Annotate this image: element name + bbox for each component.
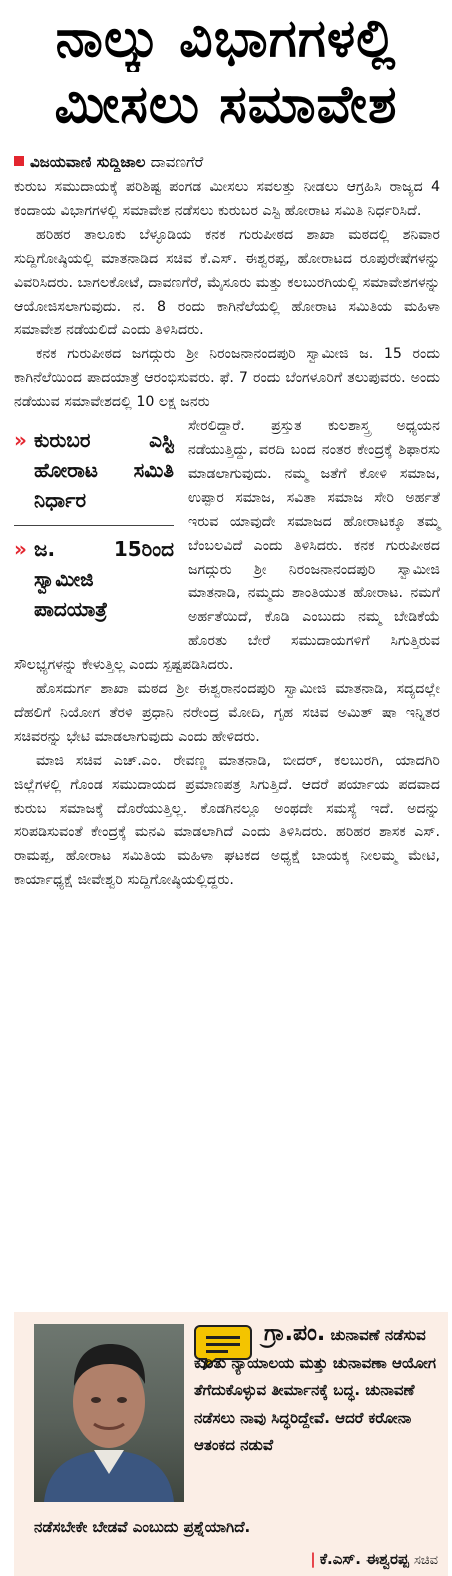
headline-line-2: ಮೀಸಲು ಸಮಾವೇಶ xyxy=(54,75,398,135)
highlight-item xyxy=(14,417,174,525)
speaker-name: ಕೆ.ಎಸ್. ಈಶ್ವರಪ್ಪ xyxy=(319,1550,409,1568)
byline-place: ದಾವಣಗೆರೆ xyxy=(150,153,204,171)
headline xyxy=(8,6,444,138)
speaker-role: ಸಚಿವ xyxy=(414,1553,438,1568)
paragraph-text: ಹರಿಹರ ತಾಲೂಕು ಬೆಳ್ಳೂಡಿಯ ಕನಕ ಗುರುಪೀಠದ ಶಾಖಾ ಮಠದಲ್ಲಿ ಶನಿವಾರ ಸುದ್ದಿಗೋಷ್ಠಿಯಲ್ಲಿ ಮಾತನಾಡಿದ ಸಚಿವ ಕೆ.ಎಸ್. ಈಶ್ವರಪ್ಪ, ಹೋರಾಟದ ರೂಪುರೇಷೆಗಳನ್ನು ವಿವರಿಸಿದರು. ಬಾಗಲಕೋಟೆ, ದಾವಣಗೆರೆ, ಮೈಸೂರು ಮತ್ತು ಕಲಬುರಗಿಯಲ್ಲಿ ಸಮಾವೇಶಗಳನ್ನು ಆಯೋಜಿಸಲಾಗುವುದು. ನ. 8 ರಂದು ಕಾಗಿನೆಲೆಯಲ್ಲಿ ಹೋರಾಟ ಸಮಿತಿಯ ಮಹಿಳಾ ಸಮಾವೇಶ ನಡೆಯಲಿದೆ ಎಂದು ತಿಳಿಸಿದರು. xyxy=(14,226,440,339)
paragraph-text: ಮಾಜಿ ಸಚಿವ ಎಚ್.ಎಂ. ರೇವಣ್ಣ ಮಾತನಾಡಿ, ಬೀದರ್, ಕಲಬುರಗಿ, ಯಾದಗಿರಿ ಜಿಲ್ಲೆಗಳಲ್ಲಿ ಗೊಂಡ ಸಮುದಾಯದ ಪ್ರಮಾಣಪತ್ರ ಸಿಗುತ್ತಿದೆ. ಆದರೆ ಪರ್ಯಾಯ ಪದವಾದ ಕುರುಬ ಸಮಾಜಕ್ಕೆ ದೊರೆಯುತ್ತಿಲ್ಲ. ಕೊಡಗಿನಲ್ಲೂ ಅಂಥದೇ ಸಮಸ್ಯೆ ಇದೆ. ಅದನ್ನು ಸರಿಪಡಿಸುವಂತೆ ಕೇಂದ್ರಕ್ಕೆ ಮನವಿ ಮಾಡಲಾಗಿದೆ ಎಂದು ತಿಳಿಸಿದರು. ಹರಿಹರ ಶಾಸಕ ಎಸ್. ರಾಮಪ್ಪ, ಹೋರಾಟ ಸಮಿತಿಯ ಮಹಿಳಾ ಘಟಕದ ಅಧ್ಯಕ್ಷೆ ಬಾಯಕ್ಕ ನೀಲಮ್ಮ ಮೇಟಿ, ಕಾರ್ಯಾಧ್ಯಕ್ಷೆ ಜೀವೇಶ್ವರಿ ಸುದ್ದಿಗೋಷ್ಠಿಯಲ್ಲಿದ್ದರು. xyxy=(14,752,440,889)
byline-marker xyxy=(14,156,24,166)
attribution-bar: | xyxy=(310,1550,316,1568)
speaker-portrait-icon xyxy=(34,1324,184,1502)
highlight-text: ಜ. 15ರಿಂದ ಸ್ವಾಮೀಜಿ ಪಾದಯಾತ್ರೆ xyxy=(34,537,174,622)
paragraph-text: ಹೊಸದುರ್ಗ ಶಾಖಾ ಮಠದ ಶ್ರೀ ಈಶ್ವರಾನಂದಪುರಿ ಸ್ವಾಮೀಜಿ ಮಾತನಾಡಿ, ಸದ್ಯದಲ್ಲೇ ದೆಹಲಿಗೆ ನಿಯೋಗ ತೆರಳಿ ಪ್ರಧಾನಿ ನರೇಂದ್ರ ಮೋದಿ, ಗೃಹ ಸಚಿವ ಅಮಿತ್ ಷಾ ಇನ್ನಿತರ ಸಚಿವರನ್ನು ಭೇಟಿ ಮಾಡಲಾಗುವುದು ಎಂದು ಹೇಳಿದರು. xyxy=(14,681,440,745)
paragraph-text: ಕನಕ ಗುರುಪೀಠದ ಜಗದ್ಗುರು ಶ್ರೀ ನಿರಂಜನಾನಂದಪುರಿ ಸ್ವಾಮೀಜಿ ಜ. 15 ರಂದು ಕಾಗಿನೆಲೆಯಿಂದ ಪಾದಯಾತ್ರೆ ಆರಂಭಿಸುವರು. ಫೆ. 7 ರಂದು ಬೆಂಗಳೂರಿಗೆ ತಲುಪುವರು. ಅಂದು ನಡೆಯುವ ಸಮಾವೇಶದಲ್ಲಿ 10 ಲಕ್ಷ ಜನರು xyxy=(14,346,440,411)
highlight-item xyxy=(14,525,174,634)
byline-source: ವಿಜಯವಾಣಿ ಸುದ್ದಿಜಾಲ xyxy=(30,153,146,171)
quote-box xyxy=(14,1312,448,1576)
speaker-photo xyxy=(34,1324,184,1502)
paragraph-text: ಕುರುಬ ಸಮುದಾಯಕ್ಕೆ ಪರಿಶಿಷ್ಟ ಪಂಗಡ ಮೀಸಲು ಸವಲತ್ತು ನೀಡಲು ಆಗ್ರಹಿಸಿ ರಾಜ್ಯದ 4 ಕಂದಾಯ ವಿಭಾಗಗಳಲ್ಲಿ ಸಮಾವೇಶ ನಡೆಸಲು ಕುರುಬರ ಎಸ್ಟಿ ಹೋರಾಟ ಸಮಿತಿ ನಿರ್ಧರಿಸಿದೆ. xyxy=(14,179,440,219)
paragraph xyxy=(14,343,440,415)
quote-lead: ಗ್ರಾ.ಪಂ. xyxy=(264,1321,326,1346)
quote-text xyxy=(194,1320,440,1460)
paragraph-text: ಸೇರಲಿದ್ದಾರೆ. ಪ್ರಸ್ತುತ ಕುಲಶಾಸ್ತ್ರ ಅಧ್ಯಯನ ನಡೆಯುತ್ತಿದ್ದು, ವರದಿ ಬಂದ ನಂತರ ಕೇಂದ್ರಕ್ಕೆ ಶಿಫಾರಸು ಮಾಡಲಾಗುವುದು. ನಮ್ಮ ಜತೆಗೆ ಕೋಳಿ ಸಮಾಜ, ಉಪ್ಪಾರ ಸಮಾಜ, ಸವಿತಾ ಸಮಾಜ ಸೇರಿ ಅರ್ಹತೆ ಇರುವ ಯಾವುದೇ ಸಮಾಜದ ಹೋರಾಟಕ್ಕೂ ತಮ್ಮ ಬೆಂಬಲವಿದೆ ಎಂದು ತಿಳಿಸಿದರು. ಕನಕ ಗುರುಪೀಠದ ಜಗದ್ಗುರು ಶ್ರೀ ನಿರಂಜನಾನಂದಪುರಿ ಸ್ವಾಮೀಜಿ ಮಾತನಾಡಿ, ನಮ್ಮದು ಶಾಂತಿಯುತ ಹೋರಾಟ. ನಮಗೆ ಅರ್ಹತೆಯಿದೆ, ಕೊಡಿ ಎಂಬುದು ನಮ್ಮ ಬೇಡಿಕೆಯೆ ಹೊರತು ಬೇರೆ ಸಮುದಾಯಗಳಿಗೆ ಸಿಗುತ್ತಿರುವ ಸೌಲಭ್ಯಗಳನ್ನು ಕೇಳುತ್ತಿಲ್ಲ ಎಂದು ಸ್ಪಷ್ಟಪಡಿಸಿದರು. xyxy=(14,418,440,674)
quote-attribution xyxy=(310,1548,438,1572)
headline-line-1: ನಾಲ್ಕು ವಿಭಾಗಗಳಲ್ಲಿ xyxy=(55,9,397,69)
byline xyxy=(14,152,444,172)
article-body xyxy=(14,176,440,893)
paragraph xyxy=(14,750,440,893)
chevron-right-icon: » xyxy=(14,428,27,453)
chevron-right-icon: » xyxy=(14,537,27,562)
paragraph xyxy=(14,176,440,224)
quote-body: ಚುನಾವಣೆ ನಡೆಸುವ ಕುರಿತು ನ್ಯಾಯಾಲಯ ಮತ್ತು ಚುನಾವಣಾ ಆಯೋಗ ತೆಗೆದುಕೊಳ್ಳುವ ತೀರ್ಮಾನಕ್ಕೆ ಬದ್ಧ. ಚುನಾವಣೆ ನಡೆಸಲು ನಾವು ಸಿದ್ಧರಿದ್ದೇವೆ. ಆದರೆ ಕರೋನಾ ಆತಂಕದ ನಡುವೆ xyxy=(194,1326,437,1454)
highlight-text: ಕುರುಬರ ಎಸ್ಟಿ ಹೋರಾಟ ಸಮಿತಿ ನಿರ್ಧಾರ xyxy=(34,428,174,513)
quote-tail: ನಡೆಸಬೇಕೇ ಬೇಡವೆ ಎಂಬುದು ಪ್ರಶ್ನೆಯಾಗಿದೆ. xyxy=(34,1518,251,1536)
highlights-box xyxy=(14,417,174,634)
paragraph xyxy=(14,224,440,344)
paragraph xyxy=(14,678,440,750)
